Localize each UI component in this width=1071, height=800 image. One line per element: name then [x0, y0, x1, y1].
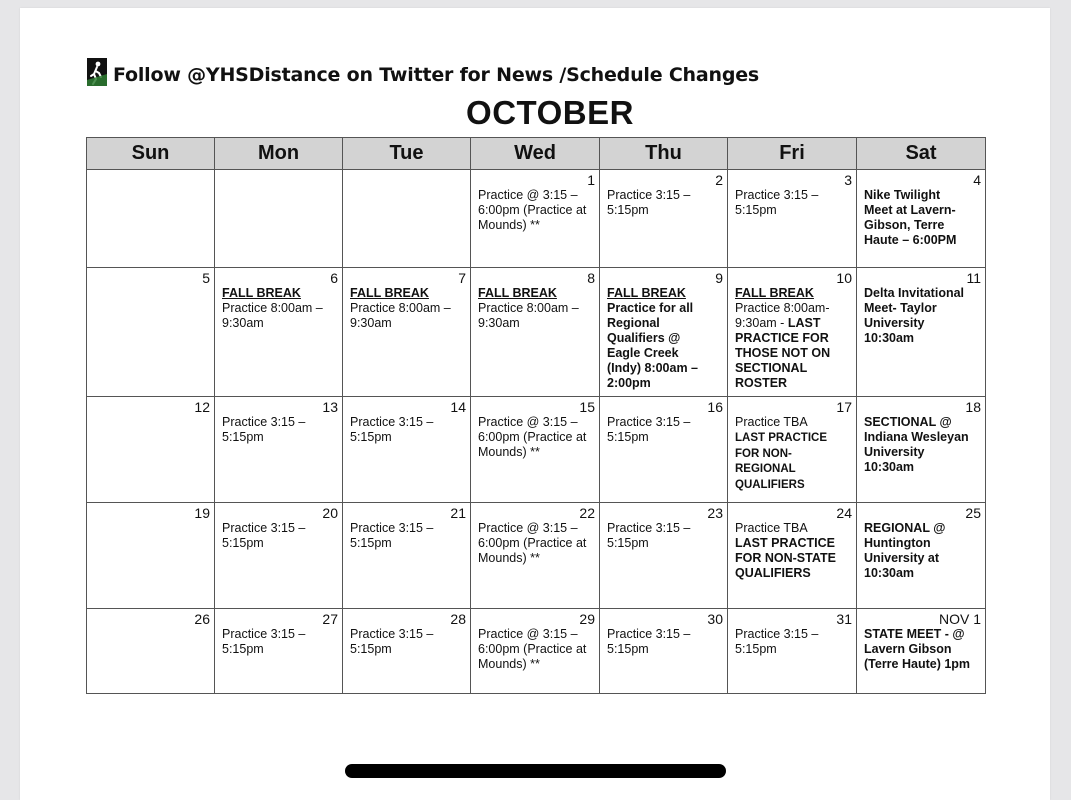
calendar-day-cell[interactable] — [471, 503, 600, 609]
calendar-day-cell[interactable] — [87, 609, 215, 694]
event-text: Practice 3:15 – 5:15pm — [222, 627, 306, 656]
calendar-day-cell[interactable] — [471, 268, 600, 397]
day-events — [607, 521, 723, 551]
weekday-header-sat: Sat — [857, 138, 986, 170]
weekday-header-sun: Sun — [87, 138, 215, 170]
calendar-week-row — [87, 397, 986, 503]
event-text: Practice 3:15 – 5:15pm — [350, 415, 434, 444]
event-text: Practice @ 3:15 – 6:00pm (Practice at Mounds) ** — [478, 188, 587, 232]
day-events — [864, 415, 981, 475]
event-text: Practice TBA — [735, 415, 808, 429]
day-events — [478, 415, 595, 460]
event-text: FALL BREAK — [478, 286, 557, 300]
day-events — [478, 627, 595, 672]
day-number: 29 — [579, 611, 595, 627]
day-number: 30 — [707, 611, 723, 627]
event-text: Practice 3:15 – 5:15pm — [607, 627, 691, 656]
day-number: 23 — [707, 505, 723, 521]
day-events — [735, 286, 852, 391]
calendar-day-cell[interactable] — [857, 268, 986, 397]
calendar-day-cell[interactable] — [343, 268, 471, 397]
day-number: 25 — [965, 505, 981, 521]
event-text: FALL BREAK — [350, 286, 429, 300]
calendar-day-cell[interactable] — [600, 268, 728, 397]
weekday-header-tue: Tue — [343, 138, 471, 170]
calendar-day-cell[interactable] — [343, 397, 471, 503]
day-number: 13 — [322, 399, 338, 415]
day-number: 10 — [836, 270, 852, 286]
weekday-header-row — [87, 138, 986, 170]
day-events — [864, 627, 981, 672]
weekday-header-fri: Fri — [728, 138, 857, 170]
event-text: Nike Twilight Meet at Lavern- Gibson, Terre Haute – 6:00PM — [864, 188, 957, 247]
calendar-day-cell[interactable] — [343, 609, 471, 694]
day-number: NOV 1 — [938, 611, 981, 627]
calendar-day-cell[interactable] — [215, 170, 343, 268]
event-text: Practice for all Regional Qualifiers @ Eagle Creek (Indy) 8:00am – 2:00pm — [607, 301, 699, 390]
calendar-day-cell[interactable] — [728, 397, 857, 503]
day-number: 2 — [715, 172, 723, 188]
event-text: STATE MEET - @ Lavern Gibson (Terre Haute) 1pm — [864, 627, 971, 671]
page-header — [87, 58, 759, 86]
event-text: Practice @ 3:15 – 6:00pm (Practice at Mounds) ** — [478, 627, 587, 671]
day-events — [607, 286, 723, 391]
day-number: 17 — [836, 399, 852, 415]
day-number: 20 — [322, 505, 338, 521]
event-text: REGIONAL @ Huntington University at 10:30am — [864, 521, 946, 580]
calendar-day-cell[interactable] — [728, 503, 857, 609]
event-text: Practice 8:00am- 9:30am - — [735, 301, 830, 330]
calendar-day-cell[interactable] — [600, 170, 728, 268]
day-events — [350, 415, 466, 445]
event-text: LAST PRACTICE FOR NON-STATE QUALIFIERS — [735, 536, 836, 580]
day-events — [735, 521, 852, 581]
day-events — [478, 521, 595, 566]
event-text: FALL BREAK — [607, 286, 686, 300]
event-text: LAST PRACTICE FOR NON- REGIONAL QUALIFIERS — [735, 432, 827, 491]
calendar-day-cell[interactable] — [471, 170, 600, 268]
calendar-table — [86, 137, 986, 694]
calendar-day-cell[interactable] — [87, 170, 215, 268]
day-number: 26 — [194, 611, 210, 627]
calendar-day-cell[interactable] — [857, 397, 986, 503]
event-text: Practice 3:15 – 5:15pm — [350, 521, 434, 550]
calendar-day-cell[interactable] — [471, 397, 600, 503]
event-text: Practice 3:15 – 5:15pm — [607, 415, 691, 444]
event-text: Practice 3:15 – 5:15pm — [222, 521, 306, 550]
day-events — [735, 627, 852, 657]
calendar-day-cell[interactable] — [343, 170, 471, 268]
day-events — [222, 627, 338, 657]
event-text: LAST PRACTICE FOR THOSE NOT ON SECTIONAL ROSTER — [735, 316, 831, 390]
calendar-day-cell[interactable] — [343, 503, 471, 609]
calendar-day-cell[interactable] — [215, 268, 343, 397]
day-number: 31 — [836, 611, 852, 627]
weekday-header-thu: Thu — [600, 138, 728, 170]
event-text: Practice 8:00am – 9:30am — [478, 301, 579, 330]
event-text: Practice @ 3:15 – 6:00pm (Practice at Mounds) ** — [478, 521, 587, 565]
day-number: 11 — [966, 270, 981, 286]
event-text: FALL BREAK — [222, 286, 301, 300]
weekday-header-wed: Wed — [471, 138, 600, 170]
event-text: Practice 3:15 – 5:15pm — [607, 188, 691, 217]
event-text: Practice @ 3:15 – 6:00pm (Practice at Mounds) ** — [478, 415, 587, 459]
calendar-week-row — [87, 609, 986, 694]
calendar-day-cell[interactable] — [87, 503, 215, 609]
home-indicator-bar[interactable] — [345, 764, 726, 778]
day-number: 28 — [450, 611, 466, 627]
day-number: 12 — [194, 399, 210, 415]
event-text: Delta Invitational Meet- Taylor University 10:30am — [864, 286, 965, 345]
event-text: Practice 3:15 – 5:15pm — [735, 188, 819, 217]
day-events — [735, 188, 852, 218]
day-number: 8 — [587, 270, 595, 286]
day-number: 15 — [579, 399, 595, 415]
day-number: 7 — [458, 270, 466, 286]
calendar-day-cell[interactable] — [857, 170, 986, 268]
calendar-day-cell[interactable] — [215, 609, 343, 694]
event-text: Practice 3:15 – 5:15pm — [222, 415, 306, 444]
day-number: 14 — [450, 399, 466, 415]
day-events — [350, 521, 466, 551]
calendar-day-cell[interactable] — [600, 503, 728, 609]
calendar-day-cell[interactable] — [857, 609, 986, 694]
event-text: Practice TBA — [735, 521, 808, 535]
day-events — [607, 188, 723, 218]
calendar-day-cell[interactable] — [857, 503, 986, 609]
day-number: 16 — [707, 399, 723, 415]
day-number: 24 — [836, 505, 852, 521]
day-number: 3 — [844, 172, 852, 188]
day-events — [864, 521, 981, 581]
day-events — [864, 188, 981, 248]
day-number: 6 — [330, 270, 338, 286]
event-text: SECTIONAL @ Indiana Wesleyan University 10:30am — [864, 415, 969, 474]
calendar-day-cell[interactable] — [215, 503, 343, 609]
day-events — [864, 286, 981, 346]
month-title: OCTOBER — [466, 94, 634, 131]
day-number: 21 — [450, 505, 466, 521]
day-number: 9 — [715, 270, 723, 286]
day-number: 27 — [322, 611, 338, 627]
calendar-day-cell[interactable] — [215, 397, 343, 503]
day-events — [735, 415, 852, 492]
day-events — [478, 286, 595, 331]
event-text: Practice 3:15 – 5:15pm — [735, 627, 819, 656]
calendar-day-cell[interactable] — [728, 609, 857, 694]
calendar-day-cell[interactable] — [600, 397, 728, 503]
day-number: 18 — [965, 399, 981, 415]
day-events — [478, 188, 595, 233]
twitter-follow-text: Follow @YHSDistance on Twitter for News /Schedule Changes — [113, 64, 760, 86]
runner-logo-icon — [87, 58, 107, 86]
day-events — [222, 415, 338, 445]
day-number: 4 — [973, 172, 981, 188]
weekday-header-mon: Mon — [215, 138, 343, 170]
calendar-day-cell[interactable] — [600, 609, 728, 694]
event-text: Practice 8:00am – 9:30am — [350, 301, 451, 330]
day-events — [350, 627, 466, 657]
calendar-week-row — [87, 503, 986, 609]
calendar-week-row — [87, 268, 986, 397]
event-text: FALL BREAK — [735, 286, 814, 300]
day-events — [607, 627, 723, 657]
day-events — [222, 286, 338, 331]
day-number: 19 — [194, 505, 210, 521]
calendar-day-cell[interactable] — [728, 268, 857, 397]
day-events — [350, 286, 466, 331]
event-text: Practice 3:15 – 5:15pm — [350, 627, 434, 656]
day-number: 1 — [587, 172, 595, 188]
day-events — [222, 521, 338, 551]
calendar-body — [87, 170, 986, 694]
event-text: Practice 3:15 – 5:15pm — [607, 521, 691, 550]
calendar-day-cell[interactable] — [87, 268, 215, 397]
calendar-week-row — [87, 170, 986, 268]
calendar-day-cell[interactable] — [728, 170, 857, 268]
event-text: Practice 8:00am – 9:30am — [222, 301, 323, 330]
day-number: 22 — [579, 505, 595, 521]
day-number: 5 — [202, 270, 210, 286]
calendar-day-cell[interactable] — [471, 609, 600, 694]
calendar-day-cell[interactable] — [87, 397, 215, 503]
day-events — [607, 415, 723, 445]
